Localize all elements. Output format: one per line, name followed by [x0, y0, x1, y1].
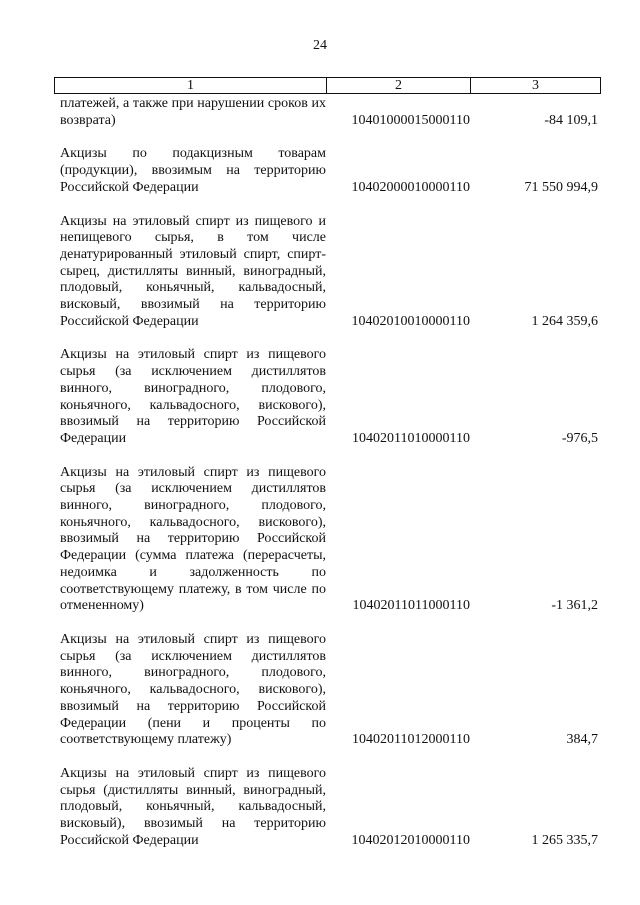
- row-description: Акцизы на этиловый спирт из пищевого сырья (за исключением дистиллятов винного, виноградного, плодового, коньячного, кальвадосного, вискового), ввозимый на территорию Российской Федерации: [60, 347, 326, 446]
- row-amount: 1 265 335,7: [531, 832, 598, 848]
- table-body: [54, 96, 601, 866]
- header-col-2: 2: [327, 78, 471, 93]
- table-row: [54, 96, 601, 129]
- table-row: [54, 766, 601, 850]
- row-amount: 71 550 994,9: [524, 179, 598, 195]
- page-number: 24: [313, 38, 327, 53]
- row-description: Акцизы на этиловый спирт из пищевого сырья (за исключением дистиллятов винного, виноградного, плодового, коньячного, кальвадосного, вискового), ввозимый на территорию Российской Федерации (пени и проценты по соответствующему платежу): [60, 631, 326, 748]
- row-amount: -976,5: [561, 430, 598, 446]
- row-code: 10402011011000110: [352, 598, 470, 614]
- row-code: 10401000015000110: [351, 112, 470, 128]
- table-row: [54, 146, 601, 196]
- row-description: платежей, а также при нарушении сроков их возврата): [60, 96, 326, 128]
- row-code: 10402000010000110: [351, 179, 470, 195]
- table-row: [54, 347, 601, 447]
- row-amount: 1 264 359,6: [531, 313, 598, 329]
- row-description: Акцизы на этиловый спирт из пищевого и непищевого сырья, в том числе денатурированный этиловый спирт, спирт-сырец, дистилляты винный, виноградный, плодовый, коньячный, кальвадосный, висковый, ввозимый на территорию Российской Федерации: [60, 213, 326, 329]
- row-description: Акцизы на этиловый спирт из пищевого сырья (за исключением дистиллятов винного, виноградного, плодового, коньячного, кальвадосного, вискового), ввозимый на территорию Российской Федерации (сумма платежа (перерасчеты, недоимка и задолженность по соответствующему платежу, в том числе по отмененному): [60, 464, 326, 614]
- header-col-3: 3: [532, 78, 539, 93]
- row-amount: 384,7: [566, 732, 598, 748]
- header-col-1: 1: [55, 78, 327, 93]
- row-code: 10402011010000110: [352, 430, 470, 446]
- table-header: [54, 77, 601, 94]
- row-amount: -84 109,1: [544, 112, 598, 128]
- row-description: Акцизы по подакцизным товарам (продукции), ввозимым на территорию Российской Федерации: [60, 146, 326, 195]
- row-amount: -1 361,2: [551, 598, 598, 614]
- row-code: 10402012010000110: [351, 832, 470, 848]
- row-code: 10402011012000110: [352, 732, 470, 748]
- row-code: 10402010010000110: [351, 313, 470, 329]
- row-description: Акцизы на этиловый спирт из пищевого сырья (дистилляты винный, виноградный, плодовый, коньячный, кальвадосный, висковый), ввозимый на территорию Российской Федерации: [60, 765, 326, 848]
- table-row: [54, 632, 601, 749]
- table-row: [54, 214, 601, 331]
- table-row: [54, 465, 601, 615]
